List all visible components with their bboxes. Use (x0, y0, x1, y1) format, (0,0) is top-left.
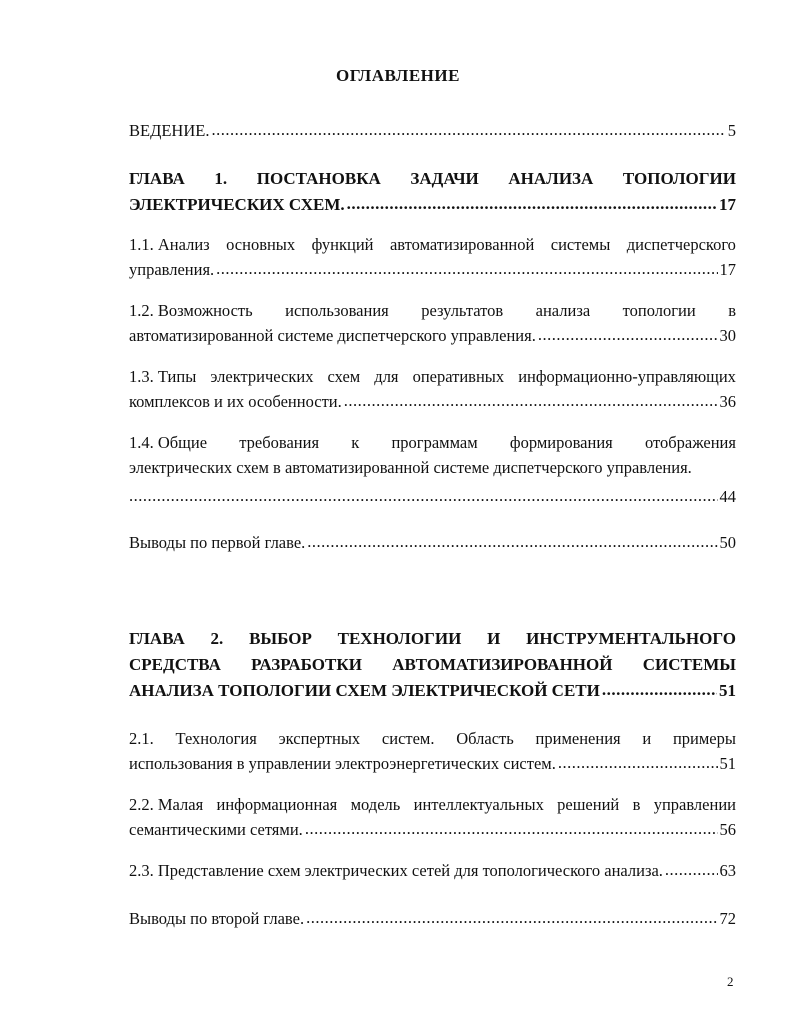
dot-leader (344, 388, 718, 413)
dot-leader (558, 750, 718, 775)
word: системы (550, 235, 611, 254)
toc-entry-label: использования в управлении электроэнергетических систем. (129, 754, 556, 773)
word: АНАЛИЗА (508, 169, 594, 188)
toc-page-number: 17 (719, 260, 736, 279)
toc-entry-1-1[interactable] (129, 232, 736, 282)
word: ТОПОЛОГИИ (622, 169, 736, 188)
toc-entry-label: АНАЛИЗА ТОПОЛОГИИ СХЕМ ЭЛЕКТРИЧЕСКОЙ СЕТИ (129, 681, 600, 700)
toc-entry-label: семантическими сетями. (129, 820, 303, 839)
word: в (728, 301, 736, 320)
toc-entry-label: 2.3. Представление схем электрических сетей для топологического анализа. (129, 861, 663, 880)
toc-page-number: 51 (719, 754, 736, 773)
word: применения (535, 729, 621, 748)
toc-entry-line (129, 298, 736, 323)
toc-page-number: 72 (719, 909, 736, 928)
toc-entry-label: ВЕДЕНИЕ. (129, 121, 210, 140)
word: требования (239, 433, 320, 452)
word: ГЛАВА (129, 629, 185, 648)
dot-leader (665, 857, 718, 882)
toc-page-number: 44 (719, 487, 736, 506)
word: 1.2. Возможность (129, 301, 253, 320)
dot-leader (306, 905, 717, 930)
word: ВЫБОР (249, 629, 312, 648)
word: Технология (175, 729, 257, 748)
toc-page-number: 5 (727, 121, 736, 140)
word: модель (350, 795, 401, 814)
word: топологии (622, 301, 696, 320)
toc-entry-label: электрических схем в автоматизированной системе диспетчерского управления. (129, 458, 692, 477)
word: информационно-управляющих (518, 367, 736, 386)
toc-entry-line (129, 726, 736, 751)
toc-entry-line (129, 232, 736, 257)
word: схем (327, 367, 361, 386)
toc-entry-line (129, 430, 736, 455)
word: СРЕДСТВА (129, 655, 221, 674)
toc-entry-conclusions-1[interactable] (129, 530, 736, 555)
word: И (487, 629, 501, 648)
toc-entry-line (129, 652, 736, 678)
word: примеры (672, 729, 736, 748)
word: использования (285, 301, 389, 320)
toc-entry-1-4[interactable] (129, 430, 736, 509)
toc-entry-line (129, 792, 736, 817)
word: решений (557, 795, 620, 814)
word: оперативных (412, 367, 505, 386)
word: к (351, 433, 360, 452)
word: электрических (210, 367, 314, 386)
dot-leader (305, 816, 718, 841)
toc-entry-1-3[interactable] (129, 364, 736, 414)
word: СИСТЕМЫ (642, 655, 736, 674)
word: анализа (535, 301, 591, 320)
word: 1.1. Анализ (129, 235, 210, 254)
word: 1.3. Типы (129, 367, 197, 386)
toc-page-number: 51 (719, 681, 736, 700)
word: ГЛАВА (129, 169, 185, 188)
word: ПОСТАНОВКА (256, 169, 381, 188)
word: ТЕХНОЛОГИИ (337, 629, 462, 648)
toc-page-number: 56 (719, 820, 736, 839)
toc-page-number: 50 (719, 533, 736, 552)
word: функций (311, 235, 374, 254)
word: и (642, 729, 652, 748)
dot-leader (211, 117, 725, 142)
word: 2. (210, 629, 224, 648)
word: формирования (509, 433, 613, 452)
toc-entry-chapter-1[interactable] (129, 166, 736, 218)
toc-entry-label: Выводы по первой главе. (129, 533, 306, 552)
toc-entry-label: комплексов и их особенности. (129, 392, 342, 411)
word: результатов (421, 301, 504, 320)
word: информационная (216, 795, 338, 814)
word: отображения (644, 433, 736, 452)
dot-leader (347, 191, 717, 217)
dot-leader (129, 483, 718, 508)
toc-entry-label: автоматизированной системе диспетчерского управления. (129, 326, 536, 345)
toc-title: ОГЛАВЛЕНИЕ (336, 66, 460, 85)
word: автоматизированной (389, 235, 535, 254)
word: 2.2. Малая (129, 795, 204, 814)
toc-page-number: 30 (719, 326, 736, 345)
word: 2.1. (129, 729, 154, 748)
dot-leader (602, 677, 717, 703)
word: 1. (214, 169, 228, 188)
word: экспертных (278, 729, 361, 748)
word: для (374, 367, 399, 386)
toc-entry-2-2[interactable] (129, 792, 736, 842)
dot-leader (216, 256, 717, 281)
word: ИНСТРУМЕНТАЛЬНОГО (526, 629, 736, 648)
toc-entry-label: ЭЛЕКТРИЧЕСКИХ СХЕМ. (129, 195, 345, 214)
word: систем. (381, 729, 435, 748)
toc-entry-intro[interactable] (129, 118, 736, 143)
toc-entry-label: Выводы по второй главе. (129, 909, 305, 928)
toc-entry-1-2[interactable] (129, 298, 736, 348)
toc-page-number: 17 (719, 195, 736, 214)
dot-leader (307, 529, 717, 554)
page-number: 2 (727, 974, 734, 989)
word: РАЗРАБОТКИ (251, 655, 362, 674)
toc-page-number: 36 (719, 392, 736, 411)
word: 1.4. Общие (129, 433, 208, 452)
word: управлении (653, 795, 736, 814)
word: Область (456, 729, 514, 748)
word: основных (226, 235, 296, 254)
toc-entry-chapter-2[interactable] (129, 626, 736, 704)
toc-page-number: 63 (719, 861, 736, 880)
word: интеллектуальных (413, 795, 544, 814)
word: программам (391, 433, 478, 452)
toc-entry-label: управления. (129, 260, 215, 279)
word: ЗАДАЧИ (410, 169, 479, 188)
dot-leader (538, 322, 718, 347)
toc-entry-2-1[interactable] (129, 726, 736, 776)
word: диспетчерского (626, 235, 736, 254)
toc-entry-line (129, 166, 736, 192)
toc-entry-conclusions-2[interactable] (129, 906, 736, 931)
toc-entry-line (129, 364, 736, 389)
word: в (632, 795, 641, 814)
toc-entry-line (129, 626, 736, 652)
toc-entry-2-3[interactable] (129, 858, 736, 883)
word: АВТОМАТИЗИРОВАННОЙ (392, 655, 613, 674)
